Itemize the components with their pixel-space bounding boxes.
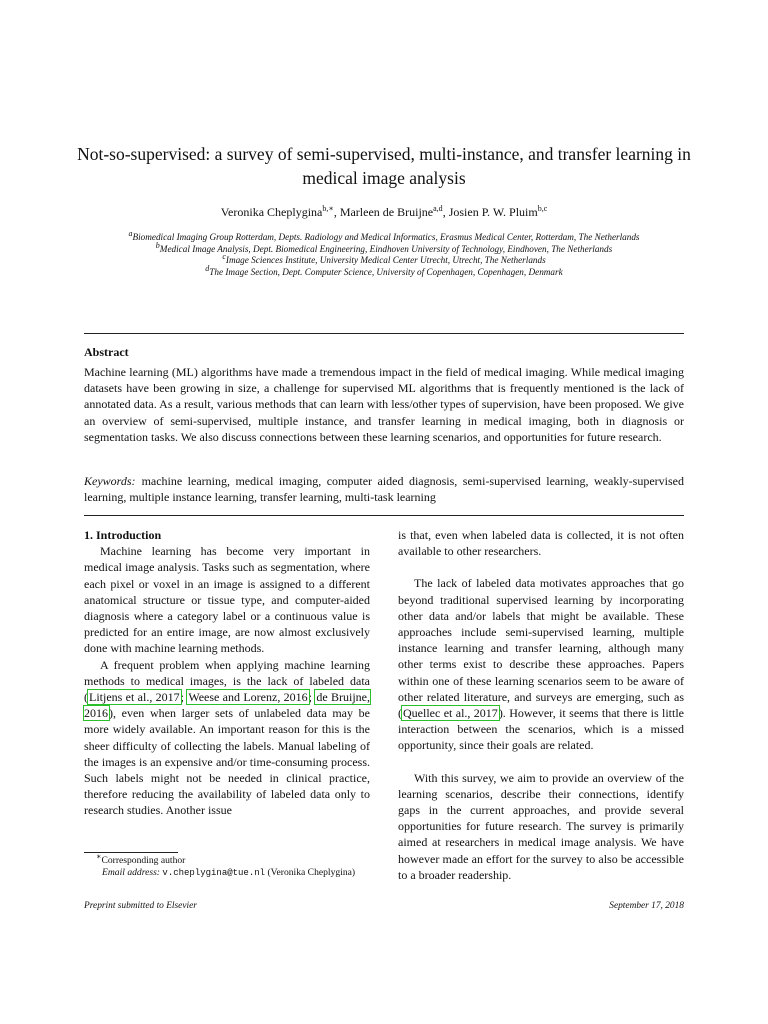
section-heading: 1. Introduction [84,528,162,542]
paragraph: A frequent problem when applying machine learning methods to medical images, is the lack of labeled data (Litjens et al., 2017; Weese and Lorenz, 2016; de Bruijne, 2016), even when larger sets of unlabeled data may be more widely available. An important reason for this is the sheer difficulty of collecting the labels. Manual labeling of the images is an expensive and/or time-consuming process. Such labels might not be needed in clinical practice, therefore reducing the availability of labeled data only to research studies. Another issue [84,657,370,818]
bottom-divider [84,515,684,516]
footnote: ∗Corresponding author Email address: v.cheplygina@tue.nl (Veronika Cheplygina) [96,851,356,878]
author-name: Marleen de Bruijne [339,205,434,219]
paragraph: Machine learning has become very important in medical image analysis. Tasks such as segmentation, where each pixel or voxel in an image is assigned to a different anatomical structure or tissue type, and computer-aided diagnosis where a category label or a continuous value is predicted for an entire image, are now almost exclusively done with machine learning methods. [84,544,370,656]
affiliation: $^a$Biomedical Imaging Group Rotterdam, Depts. Radiology and Medical Informatics, Erasmus Medical Center, Rotterdam, The Netherlands [128,228,640,242]
paragraph: With this survey, we aim to provide an overview of the learning scenarios, describe their connections, identify gaps in the current approaches, and provide several opportunities for future research. The survey is primarily aimed at researchers in medical image analysis. We have however made an effort for the survey to also be accessible to a broader readership. [398,770,684,882]
footer-date: September 17, 2018 [609,901,684,911]
author-affil-mark: a,d [433,204,443,213]
footer-preprint: Preprint submitted to Elsevier [84,901,197,911]
paragraph: The lack of labeled data motivates approaches that go beyond traditional supervised learning by incorporating other data and/or labels that might be available. These approaches include semi-supervised learning, multiple instance learning and transfer learning, although many other terms exist to describe these approaches. Papers within one of these learning scenarios seem to be aware of other related literature, and surveys are emerging, such as (Quellec et al., 2017). However, it seems that there is little interaction between the scenarios, which is a missed opportunity, since their goals are related. [398,576,685,753]
keywords [84,473,684,505]
affiliation-list [84,228,684,278]
left-column [84,527,370,819]
right-column [398,527,684,883]
citation-link[interactable]: Litjens et al., 2017 [89,690,180,705]
author-name: Veronika Cheplygina [220,205,323,219]
affiliation: $^b$Medical Image Analysis, Dept. Biomedical Engineering, Eindhoven University of Technology, Eindhoven, The Netherlands [155,240,613,254]
email-label: Email address: [102,867,161,878]
abstract-heading: Abstract [84,345,129,359]
author-list: Veronika Cheplygina$^{b,∗}$, Marleen de Bruijne$^{a,d}$, Josien P. W. Pluim$^{b,c}$ [220,204,548,219]
paper-title: Not-so-supervised: a survey of semi-supervised, multi-instance, and transfer learning in medical image analysis [77,144,691,188]
keywords-text: machine learning, medical imaging, computer aided diagnosis, semi-supervised learning, weakly-supervised learning, multiple instance learning, transfer learning, multi-task learning [84,474,684,505]
citation-link[interactable]: Quellec et al., 2017 [403,706,498,721]
keywords-label: Keywords: [84,474,136,488]
email-name: (Veronika Cheplygina) [267,867,356,878]
top-divider [84,333,684,334]
citation-link[interactable]: Weese and Lorenz, 2016 [188,690,308,705]
affiliation: $^c$Image Sciences Institute, University Medical Center Utrecht, Utrecht, The Netherlands [222,252,546,266]
email-link[interactable]: v.cheplygina@tue.nl [162,868,266,878]
author-affil-mark: b,c [537,204,548,213]
citation-link[interactable]: de Bruijne, 2016 [84,690,370,721]
footnote-corresponding: Corresponding author [101,855,186,866]
author-affil-mark: b,∗ [322,204,334,213]
abstract-text: Machine learning (ML) algorithms have made a tremendous impact in the field of medical imaging. While medical imaging datasets have been growing in size, a challenge for supervised ML algorithms that is frequently mentioned is the lack of annotated data. As a result, various methods that can learn with less/other types of supervision, have been proposed. We give an overview of semi-supervised, multiple instance, and transfer learning in medical imaging, both in diagnosis or segmentation tasks. We also discuss connections between these learning scenarios, and opportunities for future research. [84,365,684,444]
affiliation: $^d$The Image Section, Dept. Computer Science, University of Copenhagen, Copenhagen, Denmark [205,263,563,277]
paragraph: is that, even when labeled data is collected, it is not often available to other researchers. [398,528,684,559]
author-name: Josien P. W. Pluim [448,205,538,219]
